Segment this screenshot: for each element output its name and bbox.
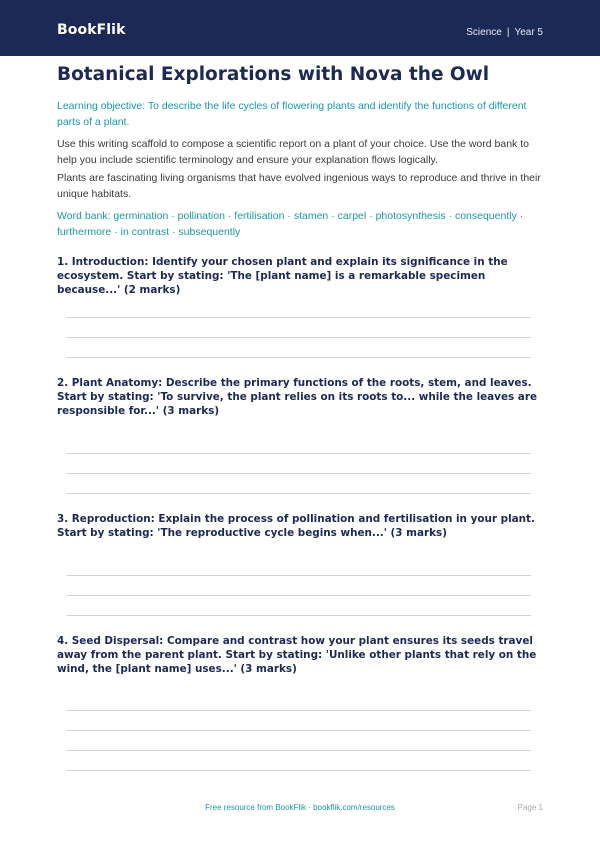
meta-separator: | (506, 27, 510, 38)
page-number: Page 1 (517, 803, 543, 812)
page-title: Botanical Explorations with Nova the Owl (57, 64, 490, 85)
question-4: 4. Seed Dispersal: Compare and contrast how your plant ensures its seeds travel away from the parent plant. Start by stating: 'Unlike other plants that rely on the wind, the [plant name] uses...' (3 marks) (57, 635, 537, 675)
answer-line[interactable] (67, 473, 531, 474)
word-bank-item: consequently (454, 210, 517, 222)
subject-year-label (466, 27, 543, 38)
question-2: 2. Plant Anatomy: Describe the primary functions of the roots, stem, and leaves. Start by stating: 'To survive, the plant relies on its roots to... while the leaves are responsible for...' (3 marks) (57, 377, 537, 417)
answer-line[interactable] (67, 750, 531, 751)
question-1: 1. Introduction: Identify your chosen plant and explain its significance in the ecosystem. Start by stating: 'The [plant name] is a remarkable specimen because...' (2 marks) (57, 256, 508, 296)
word-bank-separator: · (448, 210, 453, 222)
instructions-text: Use this writing scaffold to compose a scientific report on a plant of your choice. Use the word bank to help you include scientific terminology and ensure your explanation flows logically. (57, 138, 529, 166)
word-bank-label: Word bank: (57, 210, 111, 222)
footer-text[interactable]: Free resource from BookFlik · bookflik.com/resources (205, 803, 395, 812)
answer-line[interactable] (67, 770, 531, 771)
learning-objective: Learning objective: To describe the life cycles of flowering plants and identify the functions of different parts of a plant. (57, 100, 527, 128)
subject-label: Science (466, 27, 502, 38)
word-bank-separator: · (227, 210, 232, 222)
question-3: 3. Reproduction: Explain the process of pollination and fertilisation in your plant. Start by stating: 'The reproductive cycle begins when...' (3 marks) (57, 513, 535, 539)
word-bank-separator: · (171, 210, 175, 222)
word-bank-item: pollination (177, 210, 225, 222)
answer-line[interactable] (67, 575, 531, 576)
answer-line[interactable] (67, 357, 531, 358)
word-bank-item: carpel (337, 210, 367, 222)
word-bank-separator: · (114, 226, 118, 238)
word-bank-item: furthermore (57, 226, 112, 238)
intro-text: Plants are fascinating living organisms that have evolved ingenious ways to reproduce and thrive in their unique habitats. (57, 172, 541, 200)
answer-line[interactable] (67, 595, 531, 596)
answer-line[interactable] (67, 710, 531, 711)
brand-logo[interactable]: BookFlik (57, 22, 126, 38)
word-bank-separator: · (172, 226, 176, 238)
word-bank-item: stamen (293, 210, 329, 222)
answer-line[interactable] (67, 317, 531, 318)
word-bank-separator: · (287, 210, 291, 222)
answer-line[interactable] (67, 615, 531, 616)
year-label: Year 5 (514, 27, 543, 38)
word-bank (57, 208, 542, 240)
word-bank-item: photosynthesis (375, 210, 446, 222)
word-bank-separator: · (519, 210, 524, 222)
word-bank-item: fertilisation (234, 210, 285, 222)
word-bank-item: subsequently (178, 226, 241, 238)
word-bank-item: in contrast (120, 226, 170, 238)
answer-line[interactable] (67, 493, 531, 494)
word-bank-separator: · (331, 210, 335, 222)
answer-line[interactable] (67, 730, 531, 731)
page-header (0, 0, 600, 56)
word-bank-item: germination (113, 210, 169, 222)
answer-line[interactable] (67, 453, 531, 454)
answer-line[interactable] (67, 337, 531, 338)
word-bank-separator: · (369, 210, 373, 222)
